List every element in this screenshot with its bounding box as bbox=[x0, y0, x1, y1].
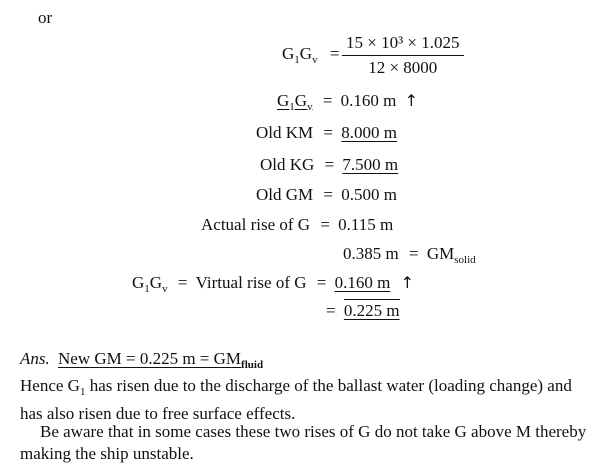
fraction-numerator: 15 × 10³ × 1.025 bbox=[342, 33, 464, 56]
up-arrow-icon: ↑ bbox=[404, 91, 419, 110]
fraction bbox=[342, 33, 464, 78]
g1gv-lhs-fraction: $G_1G_v$ = bbox=[282, 44, 340, 66]
old-gm-line: Old GM = 0.500 m bbox=[256, 185, 397, 204]
g1gv-underlined-lhs: $G_1G_v$ bbox=[277, 91, 313, 113]
paragraph-hence: Hence $G_1$ has risen due to the discharge of the ballast water (loading change) and has also risen due to free surface effects. bbox=[20, 376, 572, 423]
old-kg-line: Old KG = 7.500 m bbox=[260, 155, 399, 174]
actual-rise-line: Actual rise of G = 0.115 m bbox=[201, 215, 394, 234]
or-text: or bbox=[38, 8, 53, 27]
final-line: = 0.225 m bbox=[326, 301, 400, 320]
up-arrow-icon: ↑ bbox=[400, 273, 415, 292]
old-km-line: Old KM = 8.000 m bbox=[256, 123, 397, 142]
answer-line: Ans. New GM = 0.225 $m = GM_{fluid}$ bbox=[20, 349, 264, 371]
fraction-denominator: 12 × 8000 bbox=[368, 58, 438, 77]
g1gv-result-line: $G_1G_v = 0.160$ m ↑ bbox=[277, 91, 419, 113]
gm-solid-line: 0.385 $m = GM_{solid}$ bbox=[343, 244, 476, 266]
paragraph-be-aware: Be aware that in some cases these two rises of G do not take G above M thereby making the ship unstable. bbox=[20, 422, 587, 463]
virtual-rise-line: $G_1G_v$ = Virtual rise of G = 0.160 m ↑ bbox=[132, 273, 415, 295]
